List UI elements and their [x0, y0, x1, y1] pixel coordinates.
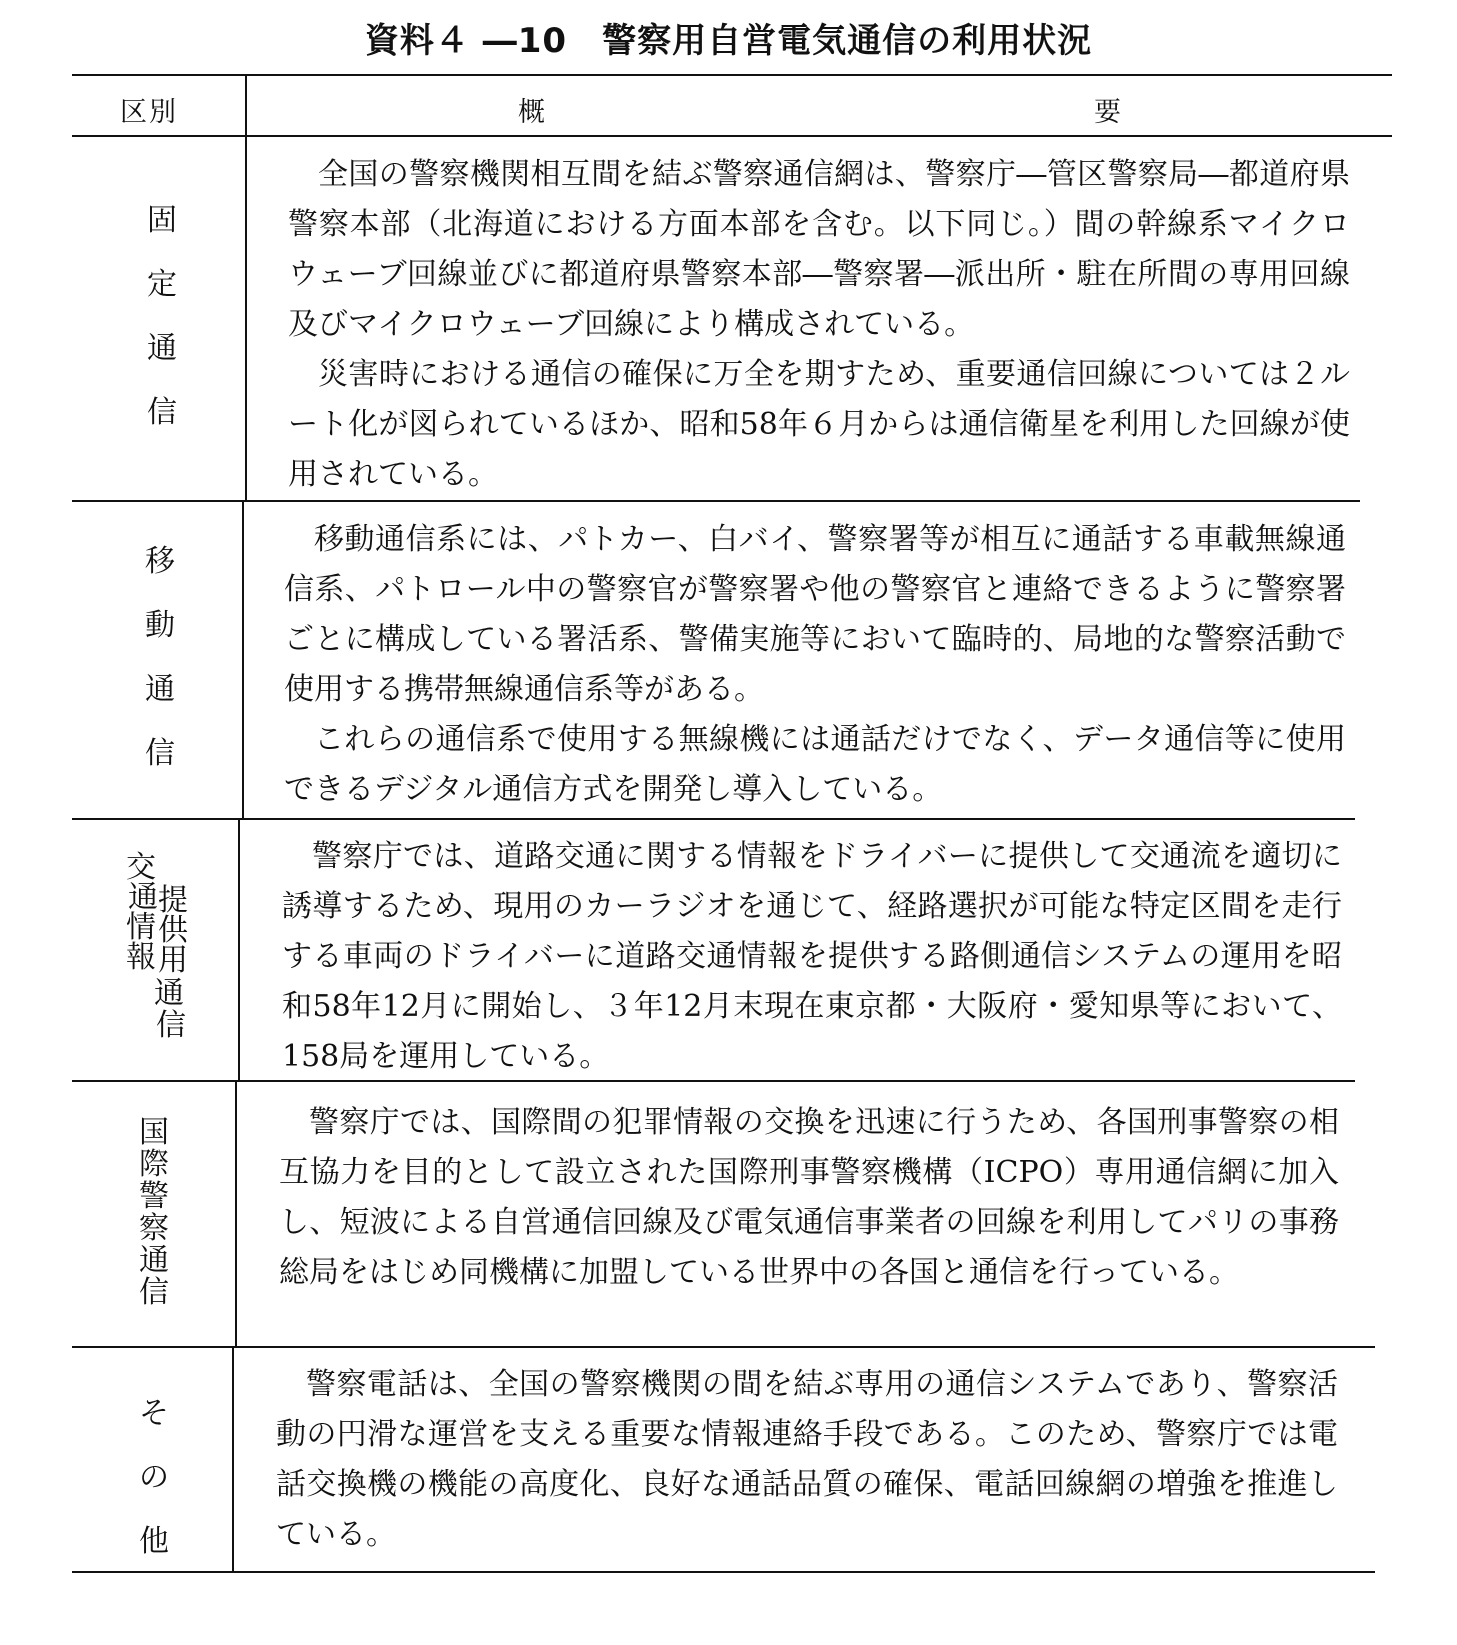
category-char: 通 [145, 672, 175, 707]
table-top-rule [72, 74, 1392, 76]
category-char: 通 [128, 880, 158, 915]
category-char: 信 [156, 1008, 186, 1043]
category-other [124, 1382, 184, 1574]
column-separator [238, 818, 240, 1080]
paragraph: これらの通信系で使用する無線機には通話だけでなく、データ通信等に使用できるデジタル通信方式を開発し導入している。 [284, 722, 1346, 807]
header-desc-right: 要 [1094, 97, 1121, 128]
category-char: 動 [145, 608, 175, 643]
category-international-police [124, 1117, 184, 1309]
paragraph: 警察庁では、国際間の犯罪情報の交換を迅速に行うため、各国刑事警察の相互協力を目的として設立された国際刑事警察機構（ICPO）専用通信網に加入し、短波による自営通信回線及び電気通信事業者の回線を利用してパリの事務総局をはじめ同機構に加盟している世界中の各国と通信を行っている。 [279, 1105, 1339, 1290]
column-separator [235, 1080, 237, 1346]
page-title: 資料４ ―10 警察用自営電気通信の利用状況 [364, 21, 1093, 61]
category-char: 際 [139, 1147, 169, 1182]
category-char: 察 [139, 1211, 169, 1246]
category-char: 提 [158, 883, 188, 918]
column-separator [242, 500, 244, 818]
description-traffic-information [282, 832, 1342, 1082]
description-other [276, 1360, 1338, 1560]
category-char: 用 [158, 943, 188, 978]
category-char: 国 [139, 1115, 169, 1150]
column-separator [245, 74, 247, 500]
description-fixed-communication [288, 150, 1350, 500]
column-separator [232, 1346, 234, 1571]
category-char: 通 [154, 976, 184, 1011]
category-char: の [139, 1460, 169, 1495]
category-char: 定 [147, 267, 177, 302]
header-desc-left: 概 [518, 97, 545, 128]
category-char: 他 [139, 1524, 169, 1559]
paragraph: 全国の警察機関相互間を結ぶ警察通信網は、警察庁―管区警察局―都道府県警察本部（北海道における方面本部を含む。以下同じ。）間の幹線系マイクロウェーブ回線並びに都道府県警察本部―警察署―派出所・駐在所間の専用回線及びマイクロウェーブ回線により構成されている。 [288, 157, 1350, 342]
description-international-police [279, 1098, 1339, 1298]
row-divider [72, 500, 1360, 502]
category-fixed-communication [132, 189, 192, 445]
header-category: 区別 [120, 97, 178, 128]
row-divider [72, 1346, 1375, 1348]
paragraph: 災害時における通信の確保に万全を期すため、重要通信回線については２ルート化が図られているほか、昭和58年６月からは通信衛星を利用した回線が使用されている。 [288, 357, 1350, 492]
category-char: そ [139, 1396, 169, 1431]
category-char: 固 [147, 203, 177, 238]
row-divider [72, 818, 1355, 820]
paragraph: 移動通信系には、パトカー、白バイ、警察署等が相互に通話する車載無線通信系、パトロール中の警察官が警察署や他の警察官と連絡できるように警察署ごとに構成している署活系、警備実施等において臨時的、局地的な警察活動で使用する携帯無線通信系等がある。 [284, 522, 1346, 707]
category-char: 信 [145, 736, 175, 771]
category-char: 交 [126, 850, 156, 885]
description-mobile-communication [284, 515, 1346, 815]
category-char: 供 [158, 913, 188, 948]
category-char: 情 [126, 910, 156, 945]
category-char: 警 [139, 1179, 169, 1214]
category-char: 通 [139, 1243, 169, 1278]
category-char: 信 [139, 1275, 169, 1310]
category-char: 通 [147, 331, 177, 366]
category-char: 信 [147, 395, 177, 430]
category-char: 報 [126, 940, 156, 975]
category-char: 移 [145, 544, 175, 579]
paragraph: 警察庁では、道路交通に関する情報をドライバーに提供して交通流を適切に誘導するため、現用のカーラジオを通じて、経路選択が可能な特定区間を走行する車両のドライバーに道路交通情報を提供する路側通信システムの運用を昭和58年12月に開始し、３年12月末現在東京都・大阪府・愛知県等において、158局を運用している。 [282, 839, 1342, 1074]
paragraph: 警察電話は、全国の警察機関の間を結ぶ専用の通信システムであり、警察活動の円滑な運営を支える重要な情報連絡手段である。このため、警察庁では電話交換機の機能の高度化、良好な通話品質の確保、電話回線網の増強を推進している。 [276, 1367, 1338, 1552]
table-bottom-rule [72, 1571, 1375, 1573]
category-mobile-communication [130, 530, 190, 786]
header-rule [72, 135, 1392, 137]
